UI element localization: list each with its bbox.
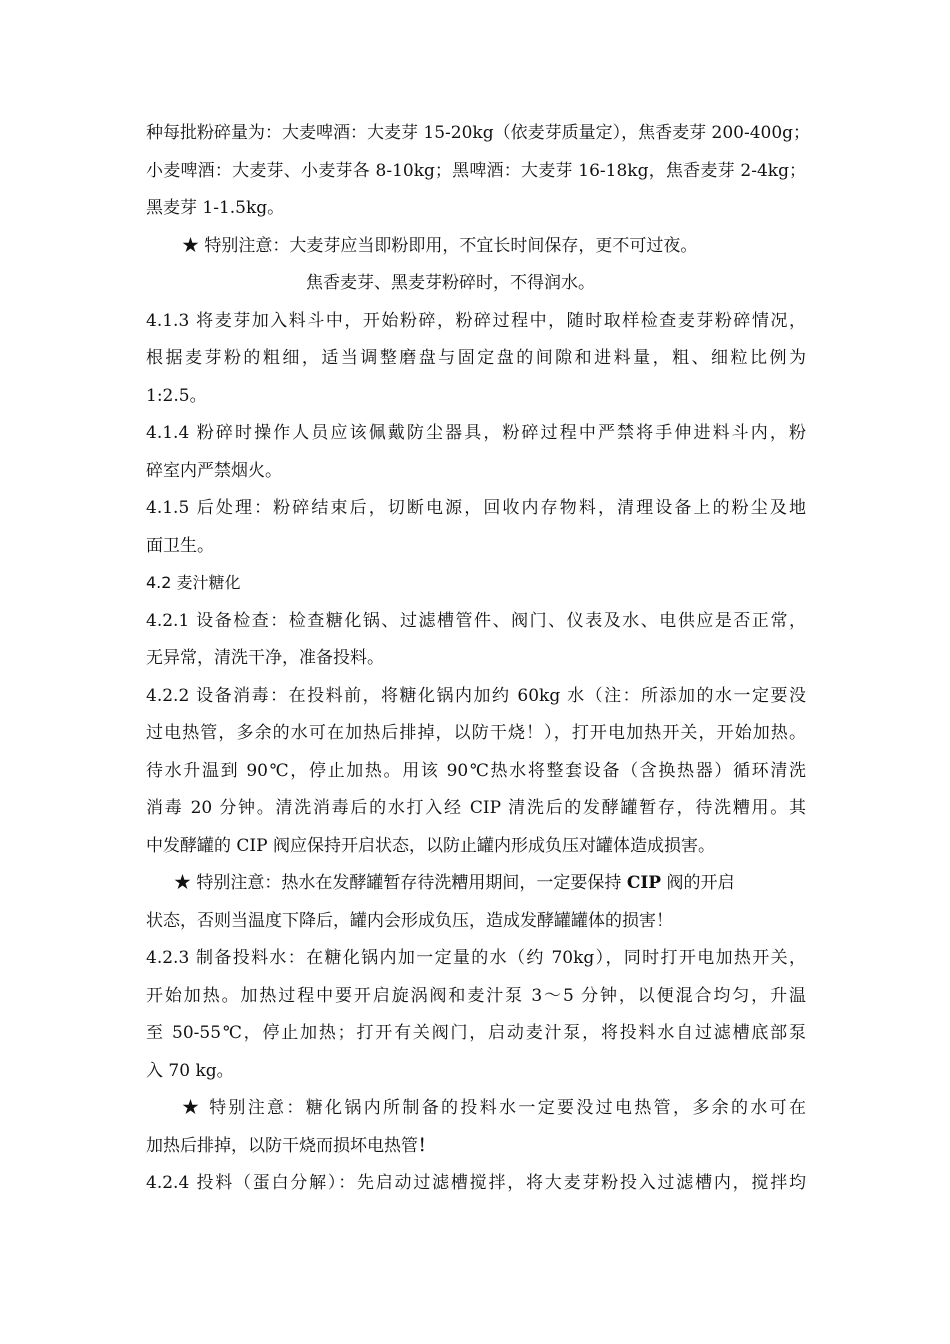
special-note	[174, 871, 734, 895]
text-line: 开始加热。加热过程中要开启旋涡阀和麦汁泵 3～5 分钟，以便混合均匀，升温	[146, 986, 806, 1006]
text-line: 过电热管，多余的水可在加热后排掉，以防干烧！），打开电加热开关，开始加热。	[146, 723, 806, 743]
section-4-2-1: 4.2.1 设备检查：检查糖化锅、过滤槽管件、阀门、仪表及水、电供应是否正常，	[146, 611, 806, 631]
section-4-2-4: 4.2.4 投料（蛋白分解）：先启动过滤槽搅拌，将大麦芽粉投入过滤槽内，搅拌均	[146, 1173, 806, 1193]
text-line: 待水升温到 90℃，停止加热。用该 90℃热水将整套设备（含换热器）循环清洗	[146, 761, 806, 781]
special-note-text: ★ 特别注意：热水在发酵罐暂存待洗糟用期间，一定要保持	[174, 873, 622, 893]
section-heading-4-2: 4.2 麦汁糖化	[146, 573, 241, 592]
special-note: ★ 特别注意：大麦芽应当即粉即用，不宜长时间保存，更不可过夜。	[182, 236, 698, 256]
text-line: 根据麦芽粉的粗细，适当调整磨盘与固定盘的间隙和进料量，粗、细粒比例为	[146, 348, 806, 368]
section-4-2-3: 4.2.3 制备投料水：在糖化锅内加一定量的水（约 70kg），同时打开电加热开关，	[146, 948, 806, 968]
cip-emphasis: CIP	[626, 873, 662, 893]
text-line: 黑麦芽 1-1.5kg。	[146, 198, 285, 218]
text-line: 中发酵罐的 CIP 阀应保持开启状态，以防止罐内形成负压对罐体造成损害。	[146, 836, 715, 856]
exclamation-emphasis: ！	[418, 1136, 435, 1156]
section-4-1-3: 4.1.3 将麦芽加入料斗中，开始粉碎，粉碎过程中，随时取样检查麦芽粉碎情况，	[146, 311, 806, 331]
text-line	[146, 1134, 806, 1158]
section-4-1-4: 4.1.4 粉碎时操作人员应该佩戴防尘器具，粉碎过程中严禁将手伸进料斗内，粉	[146, 423, 806, 443]
special-note-text-end: 阀的开启	[666, 873, 735, 893]
special-note-continued: 焦香麦芽、黑麦芽粉碎时，不得润水。	[306, 273, 595, 293]
text-line: 种每批粉碎量为：大麦啤酒：大麦芽 15-20kg（依麦芽质量定），焦香麦芽 200-400g；	[146, 123, 811, 143]
section-4-1-5: 4.1.5 后处理：粉碎结束后，切断电源，回收内存物料，清理设备上的粉尘及地	[146, 498, 806, 518]
section-4-2-2: 4.2.2 设备消毒：在投料前，将糖化锅内加约 60kg 水（注：所添加的水一定要没	[146, 686, 806, 706]
text-line: 至 50-55℃，停止加热；打开有关阀门，启动麦汁泵，将投料水自过滤槽底部泵	[146, 1023, 806, 1043]
special-note-text: 加热后排掉，以防干烧而损坏电热管	[146, 1136, 418, 1156]
text-line: 状态，否则当温度下降后，罐内会形成负压，造成发酵罐罐体的损害！	[146, 911, 673, 931]
text-line: 面卫生。	[146, 536, 214, 556]
text-line: 无异常，清洗干净，准备投料。	[146, 648, 384, 668]
text-line: 消毒 20 分钟。清洗消毒后的水打入经 CIP 清洗后的发酵罐暂存，待洗糟用。其	[146, 798, 806, 818]
text-line: 1:2.5。	[146, 386, 207, 406]
text-line: 小麦啤酒：大麦芽、小麦芽各 8-10kg；黑啤酒：大麦芽 16-18kg，焦香麦芽 2-4kg；	[146, 161, 806, 181]
text-line: 碎室内严禁烟火。	[146, 461, 282, 481]
text-line: 入 70 kg。	[146, 1061, 234, 1081]
special-note: ★ 特别注意：糖化锅内所制备的投料水一定要没过电热管，多余的水可在	[182, 1098, 806, 1118]
